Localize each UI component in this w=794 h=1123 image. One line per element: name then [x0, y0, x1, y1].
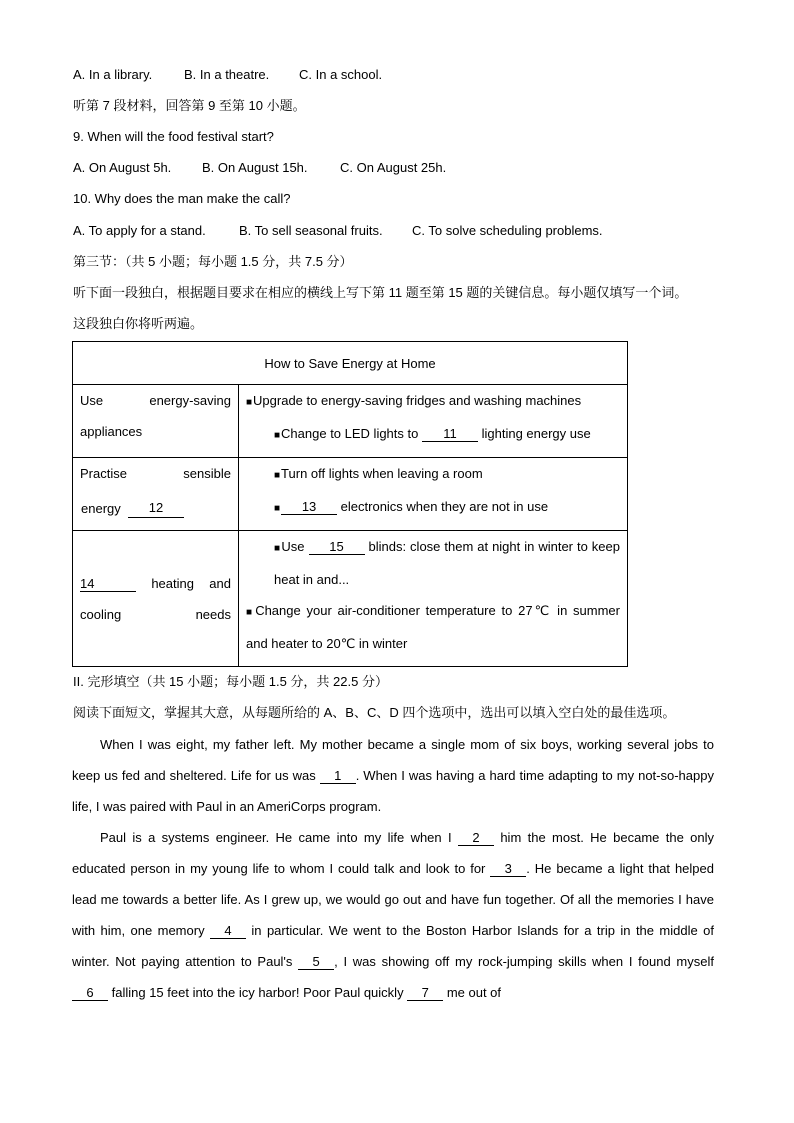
- row2-item1: ■Turn off lights when leaving a room: [274, 466, 483, 481]
- row1-item2: ■Change to LED lights to 11 lighting energy use: [274, 426, 591, 441]
- row2-item2: ■ 13 electronics when they are not in use: [274, 499, 549, 514]
- q10-option-c: C. To solve scheduling problems.: [412, 223, 603, 238]
- q9-option-c: C. On August 25h.: [340, 160, 447, 175]
- table-title: How to Save Energy at Home: [73, 342, 628, 385]
- bullet-icon: ■: [246, 607, 255, 618]
- blank-13[interactable]: 13: [281, 499, 337, 515]
- blank-11[interactable]: 11: [422, 426, 478, 442]
- q8-option-b: B. In a theatre.: [184, 67, 270, 82]
- row1-right: [239, 385, 628, 458]
- blank-14[interactable]: 14: [80, 576, 136, 592]
- section3-instruction: 听下面一段独白，根据题目要求在相应的横线上写下第 11 题至第 15 题的关键信息。每小题仅填写一个词。: [73, 285, 688, 300]
- blank-15[interactable]: 15: [309, 539, 365, 555]
- section3-title: 第三节：（共 5 小题；每小题 1.5 分，共 7.5 分）: [73, 254, 353, 269]
- q10-option-a: A. To apply for a stand.: [73, 223, 206, 238]
- section3-instruction-2: 这段独白你将听两遍。: [73, 316, 204, 331]
- blank-12[interactable]: 12: [128, 500, 184, 518]
- row3-left: 14 heating and cooling needs: [73, 531, 239, 667]
- gap-5[interactable]: 5: [298, 954, 334, 970]
- row1-item1: ■Upgrade to energy-saving fridges and washing machines: [246, 393, 582, 408]
- q9-option-a: A. On August 5h.: [73, 160, 172, 175]
- bullet-icon: ■: [274, 543, 281, 554]
- part2-title: II. 完形填空（共 15 小题；每小题 1.5 分，共 22.5 分）: [73, 674, 388, 689]
- gap-4[interactable]: 4: [210, 923, 246, 939]
- q10-options: [73, 222, 603, 240]
- row2-left: Practise sensible: [73, 458, 239, 531]
- row3-item2: ■Change your air-conditioner temperature to 27℃ in summer and heater to 20℃ in winter: [246, 603, 620, 651]
- passage7-intro: 听第 7 段材料，回答第 9 至第 10 小题。: [73, 98, 306, 113]
- q10-question: 10. Why does the man make the call?: [73, 191, 291, 206]
- passage: [72, 729, 714, 1008]
- row2-right: [239, 458, 628, 531]
- gap-6[interactable]: 6: [72, 985, 108, 1001]
- q8-option-a: A. In a library.: [73, 67, 153, 82]
- q8-option-c: C. In a school.: [299, 67, 383, 82]
- q8-options: [73, 66, 382, 84]
- bullet-icon: ■: [274, 470, 281, 481]
- row3-item1: ■Use 15 blinds: close them at night in winter to keep heat in and...: [274, 539, 620, 587]
- bullet-icon: ■: [274, 430, 281, 441]
- bullet-icon: ■: [246, 397, 253, 408]
- gap-3[interactable]: 3: [490, 861, 526, 877]
- passage-paragraph-1: When I was eight, my father left. My mother became a single mom of six boys, working several jobs to keep us fed and sheltered. Life for us was 1 . When I was having a hard time adapting to my not-so-happy life, I was paired with Paul in an AmeriCorps program.: [72, 737, 714, 814]
- q9-options: [73, 159, 446, 177]
- row2-left-line2: energy 12: [81, 500, 217, 518]
- bullet-icon: ■: [274, 503, 281, 514]
- gap-7[interactable]: 7: [407, 985, 443, 1001]
- q9-question: 9. When will the food festival start?: [73, 129, 274, 144]
- row3-right: [239, 531, 628, 667]
- row1-left: Use energy-saving appliances: [73, 385, 239, 458]
- part2-instruction: 阅读下面短文，掌握其大意，从每题所给的 A、B、C、D 四个选项中，选出可以填入空白处的最佳选项。: [73, 705, 676, 720]
- passage-paragraph-2: Paul is a systems engineer. He came into my life when I 2 him the most. He became the only educated person in my young life to whom I could talk and look to for 3 . He became a light that helped lead me towards a better life. As I grew up, we would go out and have fun together. Of all the memories I have with him, one memory 4 in particular. We went to the Boston Harbor Islands for a trip in the middle of winter. Not paying attention to Paul's 5 , I was showing off my rock-jumping skills when I found myself 6 falling 15 feet into the icy harbor! Poor Paul quickly 7 me out of: [72, 830, 714, 1000]
- q9-option-b: B. On August 15h.: [202, 160, 308, 175]
- q10-option-b: B. To sell seasonal fruits.: [239, 223, 383, 238]
- gap-2[interactable]: 2: [458, 830, 494, 846]
- gap-1[interactable]: 1: [320, 768, 356, 784]
